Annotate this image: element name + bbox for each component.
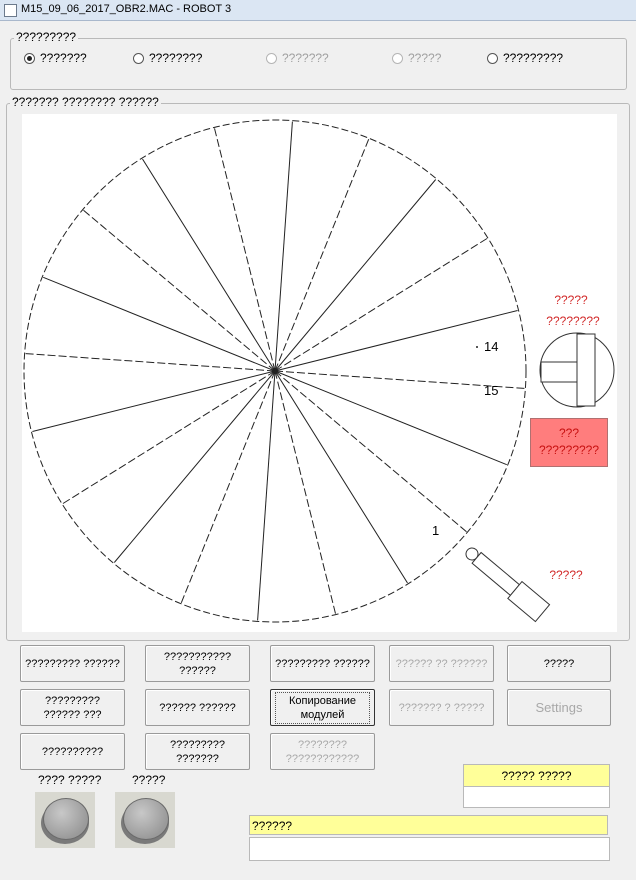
wheel-spoke (275, 311, 518, 372)
wheel-spoke (275, 239, 487, 372)
action-button-r1c1[interactable]: ????????? ?????? (20, 645, 125, 682)
wheel-spoke (43, 277, 275, 371)
wheel-spoke (275, 180, 436, 372)
mode-radio-3[interactable] (266, 50, 329, 66)
action-button-r1c5[interactable]: ????? (507, 645, 611, 682)
mode-radio-2[interactable] (133, 50, 202, 66)
mode-radio-4[interactable] (392, 50, 441, 66)
diagram-group-legend: ??????? ???????? ?????? (12, 95, 159, 109)
action-button-r1c3[interactable]: ????????? ?????? (270, 645, 375, 682)
wheel-spoke (275, 371, 507, 465)
window-title: M15_09_06_2017_OBR2.MAC - ROBOT 3 (21, 3, 232, 15)
title-bar (0, 0, 636, 21)
action-button-r1c2[interactable]: ??????????? ?????? (145, 645, 250, 682)
mode-radio-2-label: ???????? (149, 51, 203, 65)
loader-label-line1: ????? (554, 293, 588, 307)
wheel-spoke (84, 210, 276, 371)
slot-label-15: 15 (484, 383, 499, 398)
wheel-spoke (114, 371, 275, 563)
knob-2-face (123, 798, 169, 840)
wheel-spoke (275, 371, 408, 583)
action-button-r2c1[interactable]: ????????? ?????? ??? (20, 689, 125, 726)
mode-radio-4-label: ????? (408, 51, 442, 65)
alert-button-line1: ??? (558, 426, 580, 440)
mode-radio-1[interactable] (24, 50, 87, 66)
wheel-spoke (215, 128, 276, 371)
knob-2-label: ????? (132, 773, 166, 787)
wheel-spoke (275, 371, 467, 532)
alert-button-line2: ????????? (538, 443, 600, 457)
tool-label: ????? (549, 568, 583, 582)
knob-2[interactable] (115, 792, 175, 848)
wheel-canvas[interactable] (22, 114, 617, 632)
mode-radio-5[interactable] (487, 50, 563, 66)
settings-button[interactable]: Settings (507, 689, 611, 726)
status-field[interactable] (463, 786, 610, 808)
action-button-r2c2[interactable]: ?????? ?????? (145, 689, 250, 726)
action-button-r3c1[interactable]: ?????????? (20, 733, 125, 770)
action-button-r2c4[interactable]: ??????? ? ????? (389, 689, 494, 726)
message-field[interactable] (249, 837, 610, 861)
wheel-spoke (63, 371, 275, 504)
radio-dot (24, 53, 35, 64)
loader-label-line2: ???????? (546, 314, 600, 328)
alert-button[interactable] (530, 418, 608, 467)
radio-dot (392, 53, 403, 64)
app-icon (4, 4, 17, 17)
copy-modules-button[interactable]: Копирование модулей (270, 689, 375, 726)
mode-radio-1-label: ??????? (40, 51, 87, 65)
radio-dot (487, 53, 498, 64)
wheel-diagram (22, 114, 617, 632)
wheel-hub (272, 368, 278, 374)
wheel-spoke (275, 371, 336, 614)
slot-label-1: 1 (432, 523, 440, 538)
knob-1-face (43, 798, 89, 840)
status-header: ????? ????? (463, 764, 610, 788)
radio-dot (266, 53, 277, 64)
wheel-spoke (32, 371, 275, 432)
wheel-spoke (143, 159, 276, 371)
mode-group-legend: ????????? (16, 30, 77, 44)
loader-symbol (540, 333, 614, 407)
tool-symbol (460, 542, 549, 622)
action-button-r1c4[interactable]: ?????? ?? ?????? (389, 645, 494, 682)
message-header: ?????? (249, 815, 608, 835)
slot-label-14: 14 (484, 339, 499, 354)
mode-radio-5-label: ????????? (503, 51, 564, 65)
knob-1[interactable] (35, 792, 95, 848)
slot-14-marker (476, 346, 478, 348)
knob-1-label: ???? ????? (38, 773, 102, 787)
radio-dot (133, 53, 144, 64)
action-button-r3c2[interactable]: ????????? ??????? (145, 733, 250, 770)
mode-radio-3-label: ??????? (282, 51, 329, 65)
action-button-r3c3[interactable]: ???????? ???????????? (270, 733, 375, 770)
